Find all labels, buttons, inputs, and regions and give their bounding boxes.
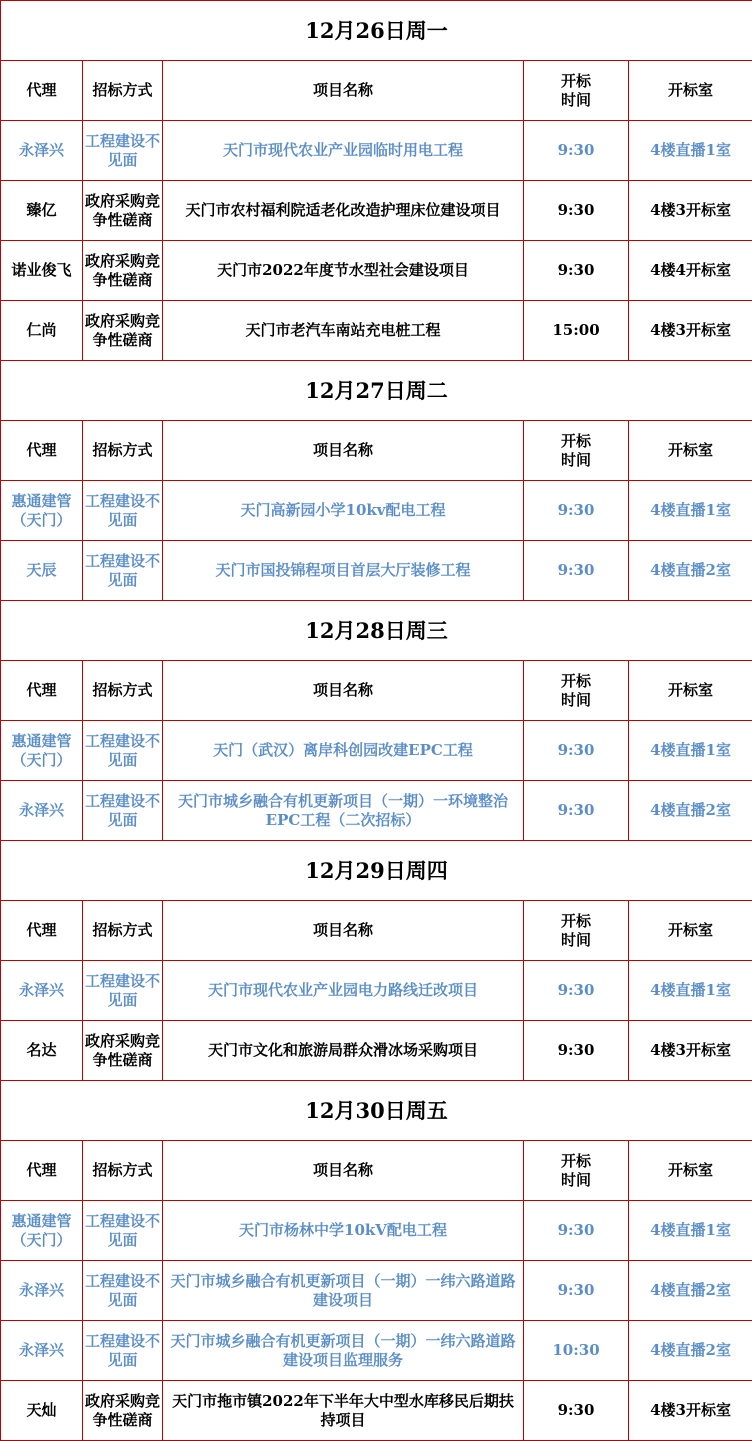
- table-row: [1, 781, 752, 841]
- cell-room: 4楼直播2室: [629, 541, 752, 601]
- column-header-row: [1, 61, 752, 121]
- cell-method: 政府采购竞争性磋商: [83, 301, 163, 361]
- day-title: 12月28日周三: [1, 601, 752, 661]
- day-title-row: [1, 601, 752, 661]
- cell-project: 天门市2022年度节水型社会建设项目: [163, 241, 524, 301]
- cell-project: 天门市老汽车南站充电桩工程: [163, 301, 524, 361]
- cell-method: 政府采购竞争性磋商: [83, 1021, 163, 1081]
- header-agent: 代理: [1, 61, 83, 121]
- cell-project: 天门高新园小学10kv配电工程: [163, 481, 524, 541]
- header-project: 项目名称: [163, 421, 524, 481]
- cell-time: 9:30: [524, 1021, 629, 1081]
- cell-project: 天门市拖市镇2022年下半年大中型水库移民后期扶持项目: [163, 1381, 524, 1441]
- day-title: 12月27日周二: [1, 361, 752, 421]
- cell-agent: 名达: [1, 1021, 83, 1081]
- cell-agent: 惠通建管（天门）: [1, 721, 83, 781]
- day-title: 12月29日周四: [1, 841, 752, 901]
- cell-room: 4楼3开标室: [629, 301, 752, 361]
- cell-room: 4楼3开标室: [629, 181, 752, 241]
- cell-room: 4楼直播1室: [629, 1201, 752, 1261]
- header-room: 开标室: [629, 901, 752, 961]
- cell-time: 9:30: [524, 241, 629, 301]
- day-title-row: [1, 841, 752, 901]
- cell-method: 工程建设不见面: [83, 721, 163, 781]
- cell-time: 9:30: [524, 721, 629, 781]
- header-time: 开标 时间: [524, 661, 629, 721]
- cell-time: 10:30: [524, 1321, 629, 1381]
- cell-project: 天门市现代农业产业园临时用电工程: [163, 121, 524, 181]
- cell-time: 9:30: [524, 1381, 629, 1441]
- cell-method: 政府采购竞争性磋商: [83, 181, 163, 241]
- cell-room: 4楼直播1室: [629, 721, 752, 781]
- cell-agent: 永泽兴: [1, 1321, 83, 1381]
- cell-method: 工程建设不见面: [83, 541, 163, 601]
- table-row: [1, 1381, 752, 1441]
- cell-time: 9:30: [524, 1261, 629, 1321]
- cell-room: 4楼直播1室: [629, 481, 752, 541]
- cell-agent: 惠通建管（天门）: [1, 481, 83, 541]
- header-time: 开标 时间: [524, 61, 629, 121]
- header-project: 项目名称: [163, 901, 524, 961]
- header-project: 项目名称: [163, 61, 524, 121]
- cell-time: 9:30: [524, 481, 629, 541]
- cell-room: 4楼4开标室: [629, 241, 752, 301]
- table-row: [1, 541, 752, 601]
- cell-agent: 天灿: [1, 1381, 83, 1441]
- cell-method: 工程建设不见面: [83, 961, 163, 1021]
- cell-project: 天门（武汉）离岸科创园改建EPC工程: [163, 721, 524, 781]
- day-title-row: [1, 1, 752, 61]
- header-agent: 代理: [1, 1141, 83, 1201]
- cell-project: 天门市杨林中学10kV配电工程: [163, 1201, 524, 1261]
- table-row: [1, 1261, 752, 1321]
- cell-room: 4楼直播2室: [629, 1261, 752, 1321]
- header-method: 招标方式: [83, 1141, 163, 1201]
- day-title-row: [1, 361, 752, 421]
- cell-project: 天门市城乡融合有机更新项目（一期）一纬六路道路建设项目: [163, 1261, 524, 1321]
- column-header-row: [1, 661, 752, 721]
- cell-room: 4楼直播2室: [629, 781, 752, 841]
- cell-method: 工程建设不见面: [83, 121, 163, 181]
- cell-time: 9:30: [524, 961, 629, 1021]
- cell-room: 4楼3开标室: [629, 1381, 752, 1441]
- cell-project: 天门市农村福利院适老化改造护理床位建设项目: [163, 181, 524, 241]
- table-row: [1, 721, 752, 781]
- header-room: 开标室: [629, 1141, 752, 1201]
- table-row: [1, 1201, 752, 1261]
- header-agent: 代理: [1, 901, 83, 961]
- cell-time: 15:00: [524, 301, 629, 361]
- cell-agent: 诺业俊飞: [1, 241, 83, 301]
- cell-agent: 惠通建管（天门）: [1, 1201, 83, 1261]
- header-room: 开标室: [629, 61, 752, 121]
- cell-method: 工程建设不见面: [83, 481, 163, 541]
- cell-room: 4楼直播1室: [629, 961, 752, 1021]
- column-header-row: [1, 901, 752, 961]
- cell-room: 4楼直播2室: [629, 1321, 752, 1381]
- day-title-row: [1, 1081, 752, 1141]
- column-header-row: [1, 1141, 752, 1201]
- header-method: 招标方式: [83, 901, 163, 961]
- header-room: 开标室: [629, 421, 752, 481]
- day-title: 12月30日周五: [1, 1081, 752, 1141]
- table-row: [1, 181, 752, 241]
- cell-project: 天门市现代农业产业园电力路线迁改项目: [163, 961, 524, 1021]
- cell-agent: 永泽兴: [1, 781, 83, 841]
- header-agent: 代理: [1, 661, 83, 721]
- cell-agent: 永泽兴: [1, 121, 83, 181]
- cell-agent: 臻亿: [1, 181, 83, 241]
- cell-agent: 仁尚: [1, 301, 83, 361]
- cell-time: 9:30: [524, 1201, 629, 1261]
- cell-room: 4楼3开标室: [629, 1021, 752, 1081]
- cell-method: 工程建设不见面: [83, 1201, 163, 1261]
- cell-agent: 天辰: [1, 541, 83, 601]
- table-row: [1, 241, 752, 301]
- header-project: 项目名称: [163, 1141, 524, 1201]
- header-room: 开标室: [629, 661, 752, 721]
- cell-project: 天门市城乡融合有机更新项目（一期）一环境整治EPC工程（二次招标）: [163, 781, 524, 841]
- table-row: [1, 961, 752, 1021]
- cell-project: 天门市国投锦程项目首层大厅装修工程: [163, 541, 524, 601]
- header-method: 招标方式: [83, 421, 163, 481]
- day-title: 12月26日周一: [1, 1, 752, 61]
- cell-time: 9:30: [524, 121, 629, 181]
- table-row: [1, 1321, 752, 1381]
- schedule-body: [1, 1, 752, 1441]
- cell-agent: 永泽兴: [1, 1261, 83, 1321]
- header-time: 开标 时间: [524, 1141, 629, 1201]
- table-row: [1, 301, 752, 361]
- cell-method: 工程建设不见面: [83, 1261, 163, 1321]
- table-row: [1, 121, 752, 181]
- header-time: 开标 时间: [524, 421, 629, 481]
- cell-method: 政府采购竞争性磋商: [83, 1381, 163, 1441]
- cell-time: 9:30: [524, 781, 629, 841]
- header-method: 招标方式: [83, 61, 163, 121]
- column-header-row: [1, 421, 752, 481]
- cell-method: 工程建设不见面: [83, 1321, 163, 1381]
- header-agent: 代理: [1, 421, 83, 481]
- header-time: 开标 时间: [524, 901, 629, 961]
- cell-project: 天门市城乡融合有机更新项目（一期）一纬六路道路建设项目监理服务: [163, 1321, 524, 1381]
- cell-time: 9:30: [524, 181, 629, 241]
- cell-method: 政府采购竞争性磋商: [83, 241, 163, 301]
- header-project: 项目名称: [163, 661, 524, 721]
- table-row: [1, 481, 752, 541]
- header-method: 招标方式: [83, 661, 163, 721]
- cell-method: 工程建设不见面: [83, 781, 163, 841]
- cell-agent: 永泽兴: [1, 961, 83, 1021]
- cell-time: 9:30: [524, 541, 629, 601]
- cell-room: 4楼直播1室: [629, 121, 752, 181]
- table-row: [1, 1021, 752, 1081]
- cell-project: 天门市文化和旅游局群众滑冰场采购项目: [163, 1021, 524, 1081]
